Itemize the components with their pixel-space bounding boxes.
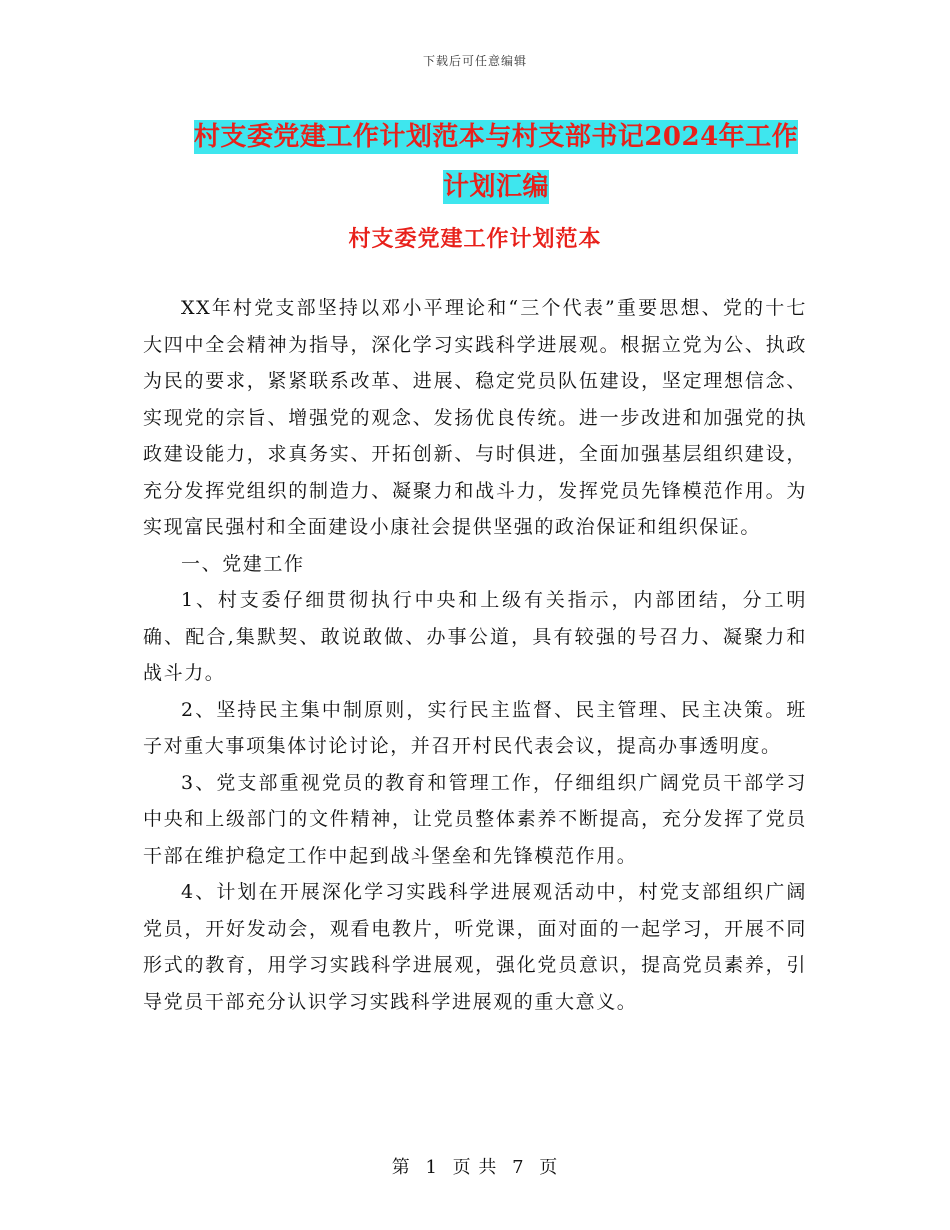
document-title-text: 村支委党建工作计划范本与村支部书记2024年工作计划汇编 — [193, 122, 799, 202]
page-number-footer — [0, 1153, 950, 1179]
section-title: 村支委党建工作计划范本 — [348, 226, 602, 252]
header-note: 下载后可任意编辑 — [422, 54, 527, 68]
document-body — [143, 290, 807, 1020]
footer-current-page: 1 — [425, 1157, 438, 1178]
document-title — [186, 112, 806, 212]
paragraph-item-4: 4、计划在开展深化学习实践科学进展观活动中，村党支部组织广阔党员，开好发动会，观看电教片，听党课，面对面的一起学习，开展不同形式的教育，用学习实践科学进展观，强化党员意识，提高党员素养，引导党员干部充分认识学习实践科学进展观的重大意义。 — [143, 881, 807, 1013]
paragraph-intro: XX年村党支部坚持以邓小平理论和“三个代表”重要思想、党的十七大四中全会精神为指导，深化学习实践科学进展观。根据立党为公、执政为民的要求，紧紧联系改革、进展、稳定党员队伍建设，坚定理想信念、实现党的宗旨、增强党的观念、发扬优良传统。进一步改进和加强党的执政建设能力，求真务实、开拓创新、与时俱进，全面加强基层组织建设，充分发挥党组织的制造力、凝聚力和战斗力，发挥党员先锋模范作用。为实现富民强村和全面建设小康社会提供坚强的政治保证和组织保证。 — [143, 297, 807, 538]
paragraph-heading-party-building: 一、党建工作 — [181, 552, 305, 575]
footer-suffix: 页 — [539, 1157, 559, 1178]
footer-middle: 页 共 — [452, 1157, 498, 1178]
footer-prefix: 第 — [391, 1157, 411, 1178]
paragraph-item-2: 2、坚持民主集中制原则，实行民主监督、民主管理、民主决策。班子对重大事项集体讨论讨论，并召开村民代表会议，提高办事透明度。 — [143, 698, 807, 757]
paragraph-item-3: 3、党支部重视党员的教育和管理工作，仔细组织广阔党员干部学习中央和上级部门的文件精神，让党员整体素养不断提高，充分发挥了党员干部在维护稳定工作中起到战斗堡垒和先锋模范作用。 — [143, 771, 807, 867]
footer-total-pages: 7 — [512, 1157, 525, 1178]
paragraph-item-1: 1、村支委仔细贯彻执行中央和上级有关指示，内部团结，分工明确、配合,集默契、敢说敢做、办事公道，具有较强的号召力、凝聚力和战斗力。 — [143, 589, 807, 684]
